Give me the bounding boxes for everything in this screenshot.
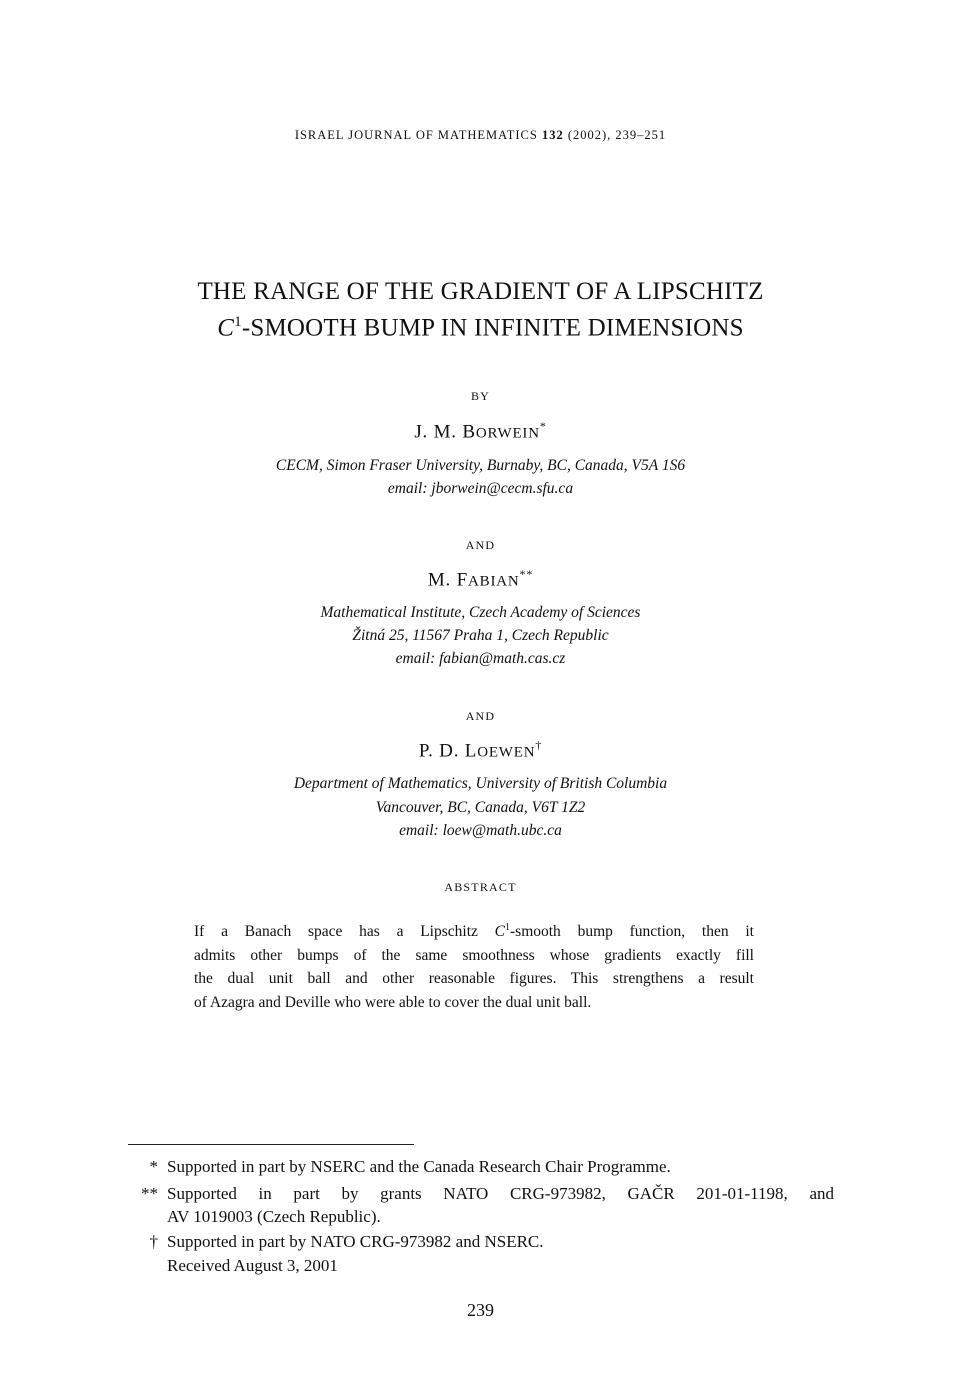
footnote-mark-1: *	[149, 1157, 158, 1176]
author-initials: J. M.	[414, 421, 463, 443]
email-borwein: email: jborwein@cecm.sfu.ca	[387, 480, 574, 497]
author-loewen	[0, 738, 961, 762]
received-date: Received August 3, 2001	[167, 1256, 338, 1275]
page-number: 239	[467, 1300, 494, 1320]
journal-name: ISRAEL JOURNAL OF MATHEMATICS	[294, 128, 538, 142]
abstract-line-2: admits other bumps of the same smoothness whose gradients exactly fill	[194, 946, 754, 964]
abstract-line-3: the dual unit ball and other reasonable figures. This strengthens a result	[194, 970, 754, 988]
affiliation-loewen-2: Vancouver, BC, Canada, V6T 1Z2	[375, 799, 586, 816]
and-label-1: AND	[465, 538, 496, 552]
footnote-rule	[128, 1144, 414, 1145]
paper-title-line-1: THE RANGE OF THE GRADIENT OF A LIPSCHITZ	[197, 278, 764, 305]
affiliation-borwein: CECM, Simon Fraser University, Burnaby, BC, Canada, V5A 1S6	[275, 457, 686, 474]
author-footnote-mark: †	[535, 738, 543, 752]
c-superscript: 1	[234, 314, 242, 330]
author-fabian	[0, 567, 961, 591]
author-surname-rest: OEWEN	[477, 744, 536, 761]
c-symbol: C	[494, 923, 505, 941]
author-surname-initial: B	[462, 421, 476, 443]
footnote-2-line-1: Supported in part by grants NATO CRG-973982, GAČR 201-01-1198, and	[167, 1184, 834, 1203]
author-footnote-mark: *	[539, 419, 547, 433]
email-loewen: email: loew@math.ubc.ca	[399, 822, 562, 839]
journal-year-pages: (2002), 239–251	[567, 128, 667, 142]
affiliation-loewen-1: Department of Mathematics, University of British Columbia	[293, 775, 668, 792]
journal-header	[0, 128, 961, 143]
author-surname-rest: ORWEIN	[475, 425, 540, 442]
abstract-line-1	[194, 916, 754, 944]
c-symbol: C	[217, 314, 235, 342]
abstract-body	[194, 916, 754, 1014]
author-initials: M.	[427, 569, 457, 591]
title-line-2-text: -SMOOTH BUMP IN INFINITE DIMENSIONS	[241, 314, 744, 342]
author-footnote-mark: **	[519, 567, 534, 581]
footnote-3-text: Supported in part by NATO CRG-973982 and NSERC.	[167, 1232, 544, 1251]
email-fabian: email: fabian@math.cas.cz	[395, 650, 566, 667]
by-label: BY	[470, 389, 491, 403]
abstract-line-1-end: -smooth bump function, then it	[510, 923, 754, 941]
c-superscript: 1	[505, 922, 510, 933]
author-surname-rest: ABIAN	[468, 573, 520, 590]
author-initials: P. D.	[418, 740, 465, 762]
footnote-1-text: Supported in part by NSERC and the Canada Research Chair Programme.	[167, 1157, 671, 1176]
author-surname-initial: F	[456, 569, 469, 591]
paper-title-line-2	[0, 307, 961, 343]
abstract-heading: ABSTRACT	[444, 880, 517, 894]
author-borwein	[0, 419, 961, 443]
footnote-2-line-2: AV 1019003 (Czech Republic).	[167, 1207, 381, 1226]
journal-volume: 132	[541, 128, 564, 142]
footnote-mark-3: †	[149, 1232, 158, 1251]
abstract-line-1-start: If a Banach space has a Lipschitz	[194, 923, 495, 941]
footnote-mark-2: **	[141, 1184, 158, 1203]
affiliation-fabian-1: Mathematical Institute, Czech Academy of Sciences	[320, 604, 641, 621]
abstract-line-4: of Azagra and Deville who were able to cover the dual unit ball.	[194, 993, 592, 1011]
author-surname-initial: L	[464, 740, 478, 762]
affiliation-fabian-2: Žitná 25, 11567 Praha 1, Czech Republic	[352, 627, 609, 644]
and-label-2: AND	[465, 709, 496, 723]
